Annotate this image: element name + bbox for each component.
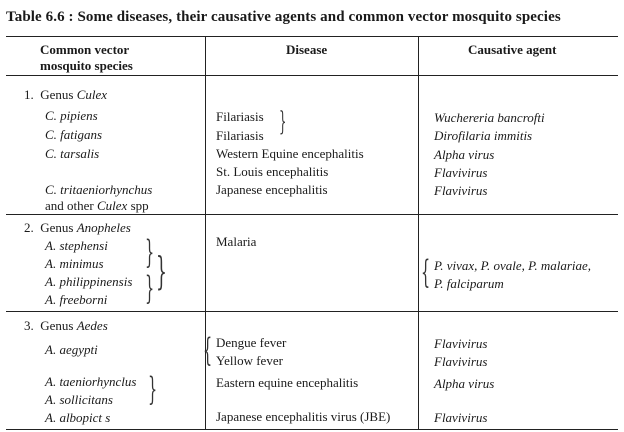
species-item: A. sollicitans [45, 392, 113, 407]
genus-name: Anopheles [76, 220, 131, 235]
species-item: A. taeniorhynclus [45, 374, 137, 389]
species-item: A. minimus [45, 256, 104, 271]
section-number: 3. [24, 318, 34, 333]
species-item: C. tritaeniorhynchus [45, 182, 153, 197]
disease-item: Filariasis [216, 109, 264, 124]
species-item: A. freeborni [45, 292, 108, 307]
species-item: A. philippinensis [45, 274, 133, 289]
anopheles-bottom-rule [6, 311, 618, 312]
agent-item: Dirofilaria immitis [434, 128, 533, 143]
genus-prefix: Genus [40, 220, 77, 235]
agent-item: P. vivax, P. ovale, P. malariae, [434, 258, 592, 273]
header-vector-line1: Common vector [40, 42, 130, 57]
header-vector-line2: mosquito species [40, 58, 133, 73]
disease-item: Japanese encephalitis virus (JBE) [216, 409, 391, 424]
agent-item: Flavivirus [434, 336, 488, 351]
species-item: A. aegypti [45, 342, 98, 357]
agent-item: Flavivirus [434, 183, 488, 198]
species-item: A. stephensi [45, 238, 108, 253]
disease-item: Yellow fever [216, 353, 283, 368]
agent-item: Flavivirus [434, 165, 488, 180]
genus-name: Aedes [76, 318, 108, 333]
plasmodium-brace: { [421, 253, 431, 291]
species-item: C. fatigans [45, 127, 103, 142]
other-prefix: and other [45, 198, 97, 213]
agent-item: Alpha virus [434, 147, 495, 162]
species-item: A. albopict s [45, 410, 111, 425]
disease-item: Filariasis [216, 128, 264, 143]
table-bottom-rule [6, 429, 618, 430]
section-culex-heading [24, 87, 107, 103]
filariasis-brace: } [279, 107, 287, 137]
section-number: 1. [24, 87, 34, 102]
culex-bottom-rule [6, 214, 618, 215]
other-genus: Culex [96, 198, 128, 213]
agent-item: Alpha virus [434, 376, 495, 391]
section-anopheles-heading [24, 220, 131, 236]
column-divider-2 [418, 36, 419, 430]
header-causative-agent: Causative agent [468, 42, 557, 57]
header-disease: Disease [286, 42, 328, 57]
column-divider-1 [205, 36, 206, 430]
agent-item: Wuchereria bancrofti [434, 110, 545, 125]
disease-item: Japanese encephalitis [216, 182, 328, 197]
other-suffix: spp [127, 198, 149, 213]
species-item: C. tarsalis [45, 146, 100, 161]
header-bottom-rule [6, 75, 618, 76]
genus-prefix: Genus [40, 318, 77, 333]
section-number: 2. [24, 220, 34, 235]
agent-item: Flavivirus [434, 354, 488, 369]
agent-item: Flavivirus [434, 410, 488, 425]
table-caption: Table 6.6 : Some diseases, their causative agents and common vector mosquito species [6, 9, 561, 25]
dengue-brace: { [203, 331, 213, 369]
species-item: C. pipiens [45, 108, 98, 123]
disease-item: Dengue fever [216, 335, 287, 350]
section-aedes-heading [24, 318, 108, 334]
anopheles-brace-upper: } [145, 233, 155, 271]
aedes-species-brace: } [148, 370, 158, 408]
anopheles-brace-outer: } [156, 249, 167, 293]
disease-item: Malaria [216, 234, 257, 249]
disease-item: Eastern equine encephalitis [216, 375, 359, 390]
species-item-other [45, 198, 149, 214]
disease-item: St. Louis encephalitis [216, 164, 329, 179]
anopheles-brace-lower: } [145, 269, 155, 307]
genus-name: Culex [76, 87, 108, 102]
disease-item: Western Equine encephalitis [216, 146, 364, 161]
table-top-rule [6, 36, 618, 37]
agent-item: P. falciparum [434, 276, 504, 291]
genus-prefix: Genus [40, 87, 77, 102]
